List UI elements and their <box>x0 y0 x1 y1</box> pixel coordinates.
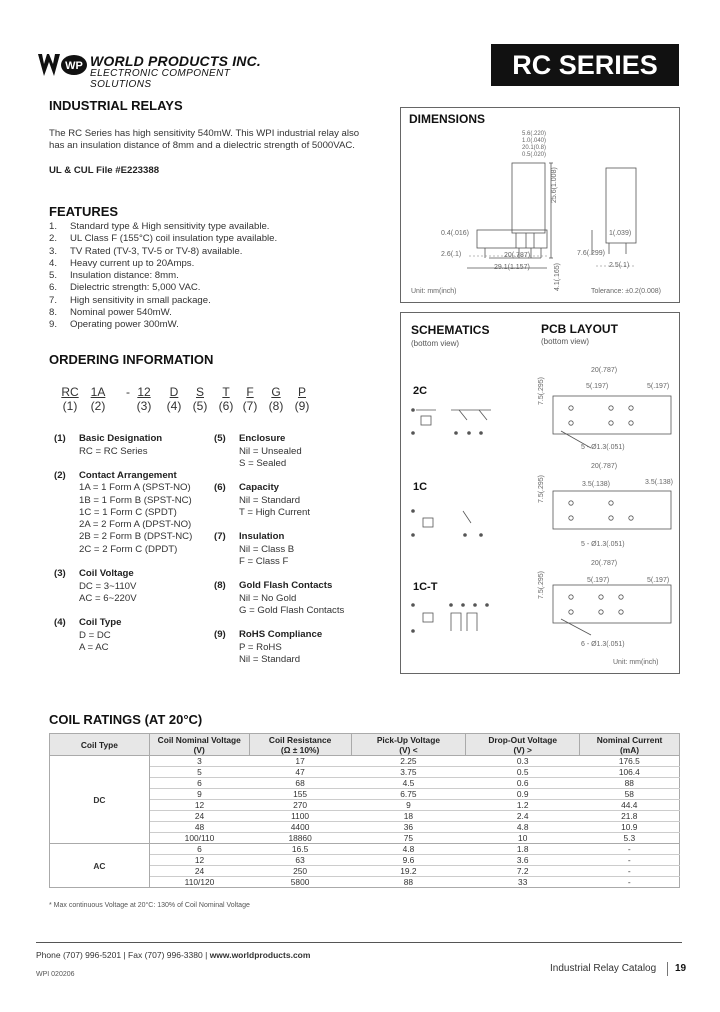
dim-tolerance-label: Tolerance: ±0.2(0.008) <box>591 288 661 295</box>
pcb2-right-dim: 3.5(.138) <box>645 479 674 486</box>
table-cell: 1.2 <box>466 800 580 811</box>
ordering-option-value: AC = 6~220V <box>79 592 137 604</box>
ordering-option-value: S = Sealed <box>239 457 287 469</box>
footer-divider <box>36 942 682 943</box>
ordering-option-value: Nil = Class B <box>239 543 295 555</box>
code-index: (6) <box>218 399 234 413</box>
feature-item <box>49 319 369 331</box>
ordering-option-value: A = AC <box>79 641 109 653</box>
table-cell: 18 <box>351 811 466 822</box>
dim-unit-label: Unit: mm(inch) <box>411 288 457 295</box>
footer-doc-code: WPI 020206 <box>36 971 75 978</box>
table-cell: 19.2 <box>351 866 466 877</box>
features-list <box>49 221 369 332</box>
feature-text: High sensitivity in small package. <box>70 294 211 306</box>
ordering-option-header <box>54 568 214 581</box>
table-cell: 4400 <box>249 822 351 833</box>
table-cell: 12 <box>149 800 249 811</box>
table-cell: - <box>580 844 680 855</box>
ordering-option-value: F = Class F <box>239 555 289 567</box>
dim-side-height-label: 7.6(.299) <box>577 250 606 257</box>
ordering-option-value: 2B = 2 Form B (DPST-NC) <box>79 531 193 543</box>
dim-top-label-1: 5.6(.220) <box>522 131 547 137</box>
coil-type-cell: DC <box>50 756 150 844</box>
table-cell: 3.75 <box>351 767 466 778</box>
code-part: P <box>297 385 306 399</box>
footer-fax: Fax (707) 996-3380 <box>128 950 203 960</box>
pcb1-bottom-dim: 5 - Ø1.3(.051) <box>581 444 625 451</box>
table-cell: - <box>580 877 680 888</box>
table-row <box>50 844 680 855</box>
table-column-header <box>149 734 249 756</box>
feature-number: 8. <box>49 307 58 319</box>
footer-separator-1: | <box>123 950 126 960</box>
ordering-option-value: 2A = 2 Form A (DPST-NO) <box>79 519 192 531</box>
ordering-option-value: Nil = No Gold <box>239 592 297 604</box>
ordering-option-header <box>214 531 374 544</box>
ordering-option-header <box>54 470 214 483</box>
table-cell: 2.4 <box>466 811 580 822</box>
footer-phone: Phone (707) 996-5201 <box>36 950 122 960</box>
table-cell: 4.5 <box>351 778 466 789</box>
feature-item <box>49 282 369 294</box>
dim-side-width-label: 2.5(.1) <box>609 262 630 269</box>
table-cell: 10.9 <box>580 822 680 833</box>
code-part: G <box>271 385 281 399</box>
ordering-options-left <box>54 433 214 666</box>
code-part: D <box>169 385 179 399</box>
table-cell: 5800 <box>249 877 351 888</box>
schematics-drawing <box>401 313 531 653</box>
table-cell: 16.5 <box>249 844 351 855</box>
table-cell: 7.2 <box>466 866 580 877</box>
feature-item <box>49 307 369 319</box>
ordering-option-number: (2) <box>54 469 66 481</box>
dim-top-label-3: 20.1(0.8) <box>522 145 547 151</box>
feature-number: 2. <box>49 233 58 245</box>
dim-pin-spacing-label: 2.6(.1) <box>441 251 462 258</box>
pcb1-right-dim: 5(.197) <box>647 383 670 390</box>
pcb-unit-label: Unit: mm(inch) <box>613 659 659 666</box>
pcb-layout-subtitle: (bottom view) <box>541 337 590 346</box>
table-cell: 24 <box>149 866 249 877</box>
section-title-ordering: ORDERING INFORMATION <box>49 352 214 367</box>
table-cell: 24 <box>149 811 249 822</box>
code-part: F <box>246 385 254 399</box>
ordering-option-value: Nil = Unsealed <box>239 445 302 457</box>
wp-logo-icon <box>36 50 88 80</box>
table-cell: 88 <box>580 778 680 789</box>
table-cell: 4.8 <box>466 822 580 833</box>
ordering-option-number: (4) <box>54 617 66 629</box>
table-cell: 3 <box>149 756 249 767</box>
code-index: (9) <box>294 399 310 413</box>
code-index: (8) <box>268 399 284 413</box>
ordering-option-header <box>54 433 214 446</box>
ordering-option-title: Coil Type <box>79 617 122 629</box>
pcb-layout-title: PCB LAYOUT <box>541 322 618 336</box>
code-index: (1) <box>62 399 78 413</box>
ordering-option-value: D = DC <box>79 629 111 641</box>
ordering-option-header <box>214 580 374 593</box>
pcb3-bottom-dim: 6 - Ø1.3(.051) <box>581 641 625 648</box>
ordering-option-group <box>54 470 214 556</box>
ordering-option-group <box>214 580 374 617</box>
coil-ratings-table <box>49 733 680 888</box>
section-title-features: FEATURES <box>49 204 119 219</box>
schematic-label-1c: 1C <box>413 481 428 493</box>
dimensions-panel <box>400 107 680 303</box>
dimensions-title: DIMENSIONS <box>409 112 486 126</box>
series-title: RC SERIES <box>491 44 679 86</box>
ordering-option-number: (9) <box>214 629 226 641</box>
feature-text: Dielectric strength: 5,000 VAC. <box>70 282 201 294</box>
column-header-line-2: (V) > <box>513 744 532 755</box>
footer-contact <box>36 950 310 960</box>
table-cell: 2.25 <box>351 756 466 767</box>
code-part: RC <box>61 385 79 399</box>
table-column-header <box>351 734 466 756</box>
feature-text: UL Class F (155°C) coil insulation type available. <box>70 233 278 245</box>
table-cell: 18860 <box>249 833 351 844</box>
schematic-label-1ct: 1C-T <box>413 581 438 593</box>
dim-side-top-label: 1(.039) <box>609 230 632 237</box>
dim-top-label-4: 0.5(.020) <box>522 152 547 158</box>
feature-text: Operating power 300mW. <box>70 319 179 331</box>
table-cell: 12 <box>149 855 249 866</box>
schematic-1ct <box>411 603 489 633</box>
table-cell: 58 <box>580 789 680 800</box>
company-tagline: ELECTRONIC COMPONENT SOLUTIONS <box>90 68 231 90</box>
table-cell: 6 <box>149 844 249 855</box>
ordering-option-group <box>54 617 214 654</box>
pcb2-bottom-dim: 5 - Ø1.3(.051) <box>581 541 625 548</box>
page-number: 19 <box>675 963 687 974</box>
table-cell: 17 <box>249 756 351 767</box>
table-cell: 1.8 <box>466 844 580 855</box>
ordering-option-value: Nil = Standard <box>239 654 301 666</box>
dim-width-label: 29.1(1.157) <box>494 264 530 271</box>
table-cell: 0.3 <box>466 756 580 767</box>
table-cell: 6.75 <box>351 789 466 800</box>
ordering-option-value: G = Gold Flash Contacts <box>239 605 345 617</box>
table-cell: 5.3 <box>580 833 680 844</box>
pcb2-left-dim: 7.5(.295) <box>538 474 545 503</box>
pcb3-left-dim: 7.5(.295) <box>538 570 545 599</box>
ordering-option-title: Contact Arrangement <box>79 469 177 481</box>
pcb3-mid-dim: 5(.197) <box>587 577 610 584</box>
feature-text: TV Rated (TV-3, TV-5 or TV-8) available. <box>70 245 243 257</box>
company-logo <box>36 50 286 90</box>
feature-item <box>49 270 369 282</box>
pcb-layout-3 <box>553 585 671 635</box>
footer-page-separator <box>667 962 668 976</box>
ordering-option-number: (8) <box>214 580 226 592</box>
schematic-1c <box>411 509 483 537</box>
ordering-option-value: P = RoHS <box>239 641 282 653</box>
table-cell: 48 <box>149 822 249 833</box>
ordering-option-value: DC = 3~110V <box>79 580 137 592</box>
table-column-header <box>249 734 351 756</box>
table-cell: 33 <box>466 877 580 888</box>
dim-pin-thickness-label: 0.4(.016) <box>441 230 470 237</box>
dim-pin-length-label: 4.1(.165) <box>554 262 561 291</box>
feature-item <box>49 233 369 245</box>
feature-number: 4. <box>49 257 58 269</box>
ordering-option-header <box>214 482 374 495</box>
ordering-option-title: RoHS Compliance <box>239 629 323 641</box>
table-column-header <box>466 734 580 756</box>
table-row <box>50 756 680 767</box>
table-cell: - <box>580 855 680 866</box>
table-cell: - <box>580 866 680 877</box>
code-index: (3) <box>136 399 152 413</box>
section-title-industrial-relays: INDUSTRIAL RELAYS <box>49 98 183 113</box>
ordering-option-title: Coil Voltage <box>79 568 134 580</box>
table-cell: 5 <box>149 767 249 778</box>
dim-height-label: 25.6(1.008) <box>551 167 558 203</box>
feature-number: 5. <box>49 270 58 282</box>
ordering-option-value: 1C = 1 Form C (SPDT) <box>79 506 177 518</box>
table-cell: 270 <box>249 800 351 811</box>
feature-item <box>49 295 369 307</box>
pcb1-top-dim: 20(.787) <box>591 367 618 374</box>
ordering-option-group <box>214 531 374 568</box>
ordering-option-value: RC = RC Series <box>79 445 148 457</box>
table-cell: 44.4 <box>580 800 680 811</box>
ordering-option-group <box>54 433 214 458</box>
intro-text: The RC Series has high sensitivity 540mW. This WPI industrial relay also has an insulation distance of 8mm and a dielectric strength of 5000VAC. <box>49 128 360 151</box>
coil-footnote: * Max continuous Voltage at 20°C: 130% of Coil Nominal Voltage <box>49 902 250 909</box>
table-cell: 0.9 <box>466 789 580 800</box>
code-index: (5) <box>192 399 208 413</box>
ordering-options-right <box>214 433 374 678</box>
feature-number: 7. <box>49 294 58 306</box>
table-cell: 75 <box>351 833 466 844</box>
feature-text: Nominal power 540mW. <box>70 307 172 319</box>
ordering-option-header <box>214 629 374 642</box>
column-header-line-1: Pick-Up Voltage <box>376 734 440 745</box>
ordering-option-title: Basic Designation <box>79 433 163 444</box>
dim-top-label-2: 1.0(.040) <box>522 138 547 144</box>
code-part: - <box>126 385 130 399</box>
ordering-option-number: (6) <box>214 482 226 494</box>
ordering-option-number: (5) <box>214 433 226 444</box>
code-part: T <box>222 385 230 399</box>
footer-separator-2: | <box>205 950 208 960</box>
table-cell: 3.6 <box>466 855 580 866</box>
table-cell: 9 <box>149 789 249 800</box>
column-header-line-2: (V) < <box>399 744 418 755</box>
pcb-layout-2 <box>553 491 671 529</box>
table-column-header <box>50 734 150 756</box>
feature-number: 6. <box>49 282 58 294</box>
ordering-option-group <box>214 629 374 666</box>
table-cell: 100/110 <box>149 833 249 844</box>
ul-file-number: UL & CUL File #E223388 <box>49 165 160 176</box>
ordering-option-group <box>214 482 374 519</box>
feature-text: Insulation distance: 8mm. <box>70 270 179 282</box>
table-cell: 47 <box>249 767 351 778</box>
footer-catalog-name: Industrial Relay Catalog <box>550 963 657 974</box>
ordering-option-group <box>54 568 214 605</box>
pcb-layout-1 <box>553 396 671 448</box>
feature-number: 3. <box>49 245 58 257</box>
table-cell: 21.8 <box>580 811 680 822</box>
table-cell: 10 <box>466 833 580 844</box>
ordering-option-value: 2C = 2 Form C (DPDT) <box>79 543 178 555</box>
pcb3-top-dim: 20(.787) <box>591 560 618 567</box>
column-header-line-1: Coil Type <box>80 739 118 750</box>
table-column-header <box>580 734 680 756</box>
table-cell: 250 <box>249 866 351 877</box>
table-cell: 36 <box>351 822 466 833</box>
ordering-option-value: T = High Current <box>239 506 311 518</box>
code-index: (4) <box>166 399 182 413</box>
schematic-2c <box>411 408 491 435</box>
feature-item <box>49 246 369 258</box>
table-cell: 1100 <box>249 811 351 822</box>
pcb1-mid-dim: 5(.197) <box>586 383 609 390</box>
table-cell: 4.8 <box>351 844 466 855</box>
table-cell: 0.6 <box>466 778 580 789</box>
svg-text:WP: WP <box>65 60 83 72</box>
ordering-option-title: Enclosure <box>239 433 286 444</box>
column-header-line-2: (Ω ± 10%) <box>280 744 320 755</box>
code-part: S <box>195 385 204 399</box>
table-header-row <box>50 734 680 756</box>
ordering-option-group <box>214 433 374 470</box>
column-header-line-1: Nominal Current <box>596 734 663 745</box>
table-cell: 68 <box>249 778 351 789</box>
code-index: (7) <box>242 399 258 413</box>
schematics-pcb-panel <box>400 312 680 674</box>
ordering-option-header <box>54 617 214 630</box>
column-header-line-2: (mA) <box>620 744 640 755</box>
feature-item <box>49 221 369 233</box>
table-cell: 88 <box>351 877 466 888</box>
pcb2-mid-dim: 3.5(.138) <box>582 481 611 488</box>
ordering-option-value: Nil = Standard <box>239 494 301 506</box>
schematics-subtitle: (bottom view) <box>411 339 460 348</box>
table-cell: 176.5 <box>580 756 680 767</box>
company-name: WORLD PRODUCTS INC. <box>90 53 262 69</box>
footer-website-link[interactable]: www.worldproducts.com <box>209 950 311 960</box>
ordering-option-title: Capacity <box>239 482 279 494</box>
dim-inner-width-label: 20(.787) <box>504 252 531 259</box>
column-header-line-1: Drop-Out Voltage <box>488 734 558 745</box>
schematics-title: SCHEMATICS <box>411 323 490 337</box>
table-cell: 0.5 <box>466 767 580 778</box>
ordering-option-title: Insulation <box>239 531 285 543</box>
column-header-line-2: (V) <box>193 744 205 755</box>
pcb2-top-dim: 20(.787) <box>591 463 618 470</box>
feature-item <box>49 258 369 270</box>
ordering-option-title: Gold Flash Contacts <box>239 580 333 592</box>
pcb3-right-dim: 5(.197) <box>647 577 670 584</box>
code-part: 1A <box>90 385 106 399</box>
feature-number: 1. <box>49 221 58 232</box>
section-title-coil-ratings: COIL RATINGS (AT 20°C) <box>49 712 203 727</box>
code-index: (2) <box>90 399 106 413</box>
column-header-line-1: Coil Nominal Voltage <box>157 734 241 745</box>
table-cell: 6 <box>149 778 249 789</box>
feature-text: Heavy current up to 20Amps. <box>70 257 195 269</box>
table-cell: 110/120 <box>149 877 249 888</box>
table-cell: 9 <box>351 800 466 811</box>
table-cell: 155 <box>249 789 351 800</box>
ordering-option-value: 1A = 1 Form A (SPST-NO) <box>79 482 191 494</box>
feature-text: Standard type & High sensitivity type available. <box>70 221 270 232</box>
table-cell: 9.6 <box>351 855 466 866</box>
pcb1-left-dim: 7.5(.295) <box>538 376 545 405</box>
ordering-option-header <box>214 433 374 446</box>
coil-type-cell: AC <box>50 844 150 888</box>
schematic-label-2c: 2C <box>413 385 428 397</box>
ordering-option-number: (3) <box>54 568 66 580</box>
ordering-option-number: (1) <box>54 433 66 444</box>
ordering-option-number: (7) <box>214 531 226 543</box>
ordering-option-value: 1B = 1 Form B (SPST-NC) <box>79 494 192 506</box>
table-cell: 63 <box>249 855 351 866</box>
table-cell: 106.4 <box>580 767 680 778</box>
code-part: 12 <box>137 385 151 399</box>
feature-number: 9. <box>49 319 58 331</box>
column-header-line-1: Coil Resistance <box>268 734 332 745</box>
